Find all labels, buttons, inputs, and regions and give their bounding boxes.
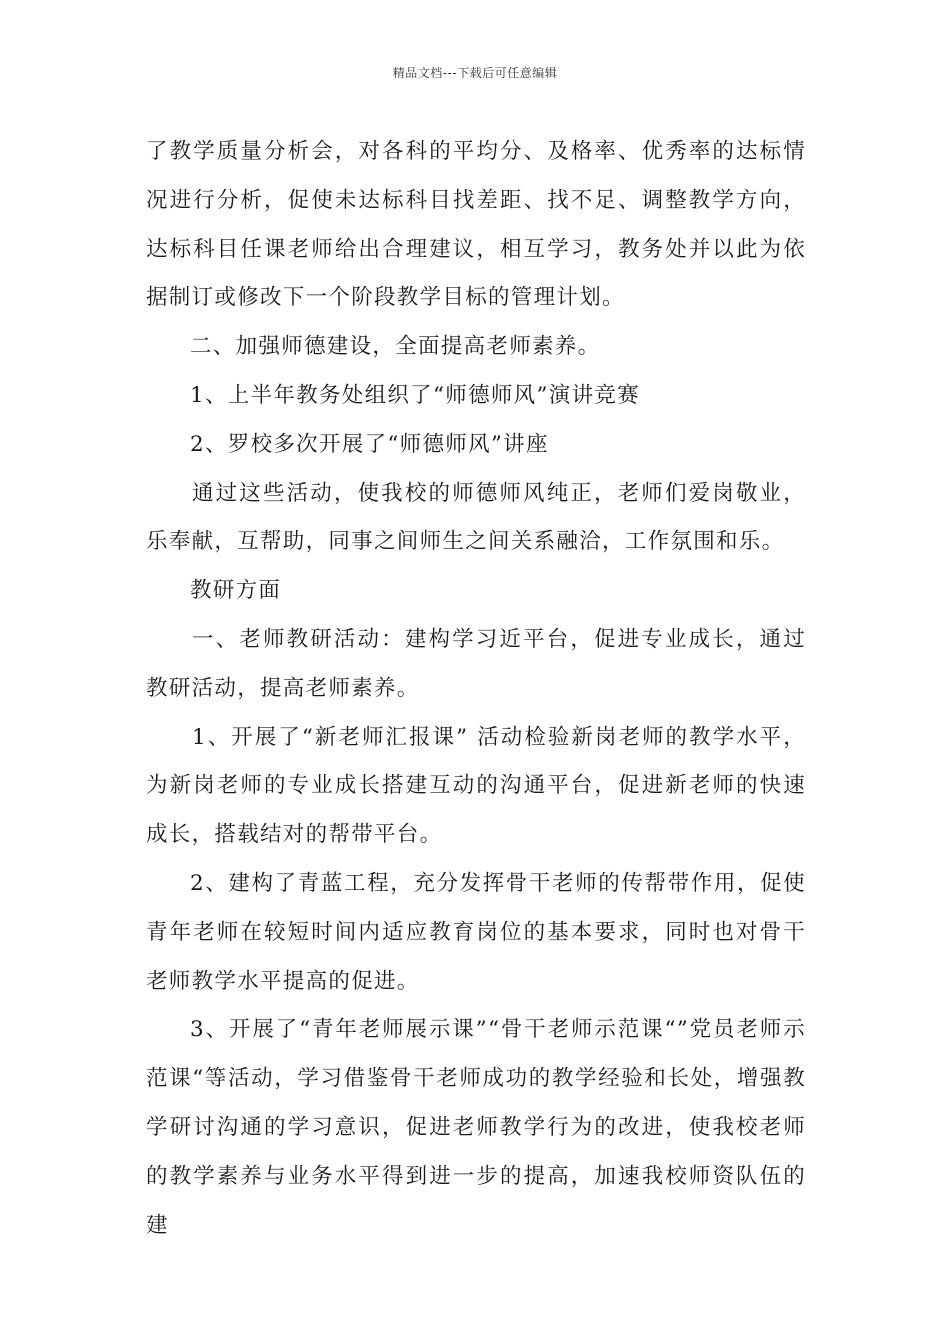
paragraph: 一、老师教研活动：建构学习近平台，促进专业成长，通过教研活动，提高老师素养。 xyxy=(146,626,806,701)
list-item: 3、开展了“青年老师展示课”“骨干老师示范课“”党员老师示范课“等活动，学习借鉴骨干老师成功的教学经验和长处，增强教学研讨沟通的学习意识，促进老师教学行为的改进，使我校老师的教学素养与业务水平得到进一步的提高，加速我校师资队伍的建 xyxy=(146,1017,806,1238)
paragraph: 了教学质量分析会，对各科的平均分、及格率、优秀率的达标情况进行分析，促使未达标科目找差距、找不足、调整教学方向，达标科目任课老师给出合理建议，相互学习，教务处并以此为依据制订或修改下一个阶段教学目标的管理计划。 xyxy=(146,139,806,311)
page-header: 精品文档---下载后可任意编辑 xyxy=(392,66,558,80)
list-item: 2、建构了青蓝工程，充分发挥骨干老师的传帮带作用，促使青年老师在较短时间内适应教育岗位的基本要求，同时也对骨干老师教学水平提高的促进。 xyxy=(146,870,806,994)
list-item: 1、上半年教务处组织了“师德师风”演讲竞赛 xyxy=(190,382,640,408)
list-item: 2、罗校多次开展了“师德师风”讲座 xyxy=(190,431,549,457)
paragraph: 通过这些活动，使我校的师德师风纯正，老师们爱岗敬业，乐奉献，互帮助，同事之间师生之间关系融洽，工作氛围和乐。 xyxy=(146,480,806,555)
section-heading: 教研方面 xyxy=(190,578,282,604)
list-item: 1、开展了“新老师汇报课” 活动检验新岗老师的教学水平，为新岗老师的专业成长搭建互动的沟通平台，促进新老师的快速成长，搭载结对的帮带平台。 xyxy=(146,724,806,848)
section-heading: 二、加强师德建设，全面提高老师素养。 xyxy=(190,334,601,360)
document-body xyxy=(146,128,806,1250)
